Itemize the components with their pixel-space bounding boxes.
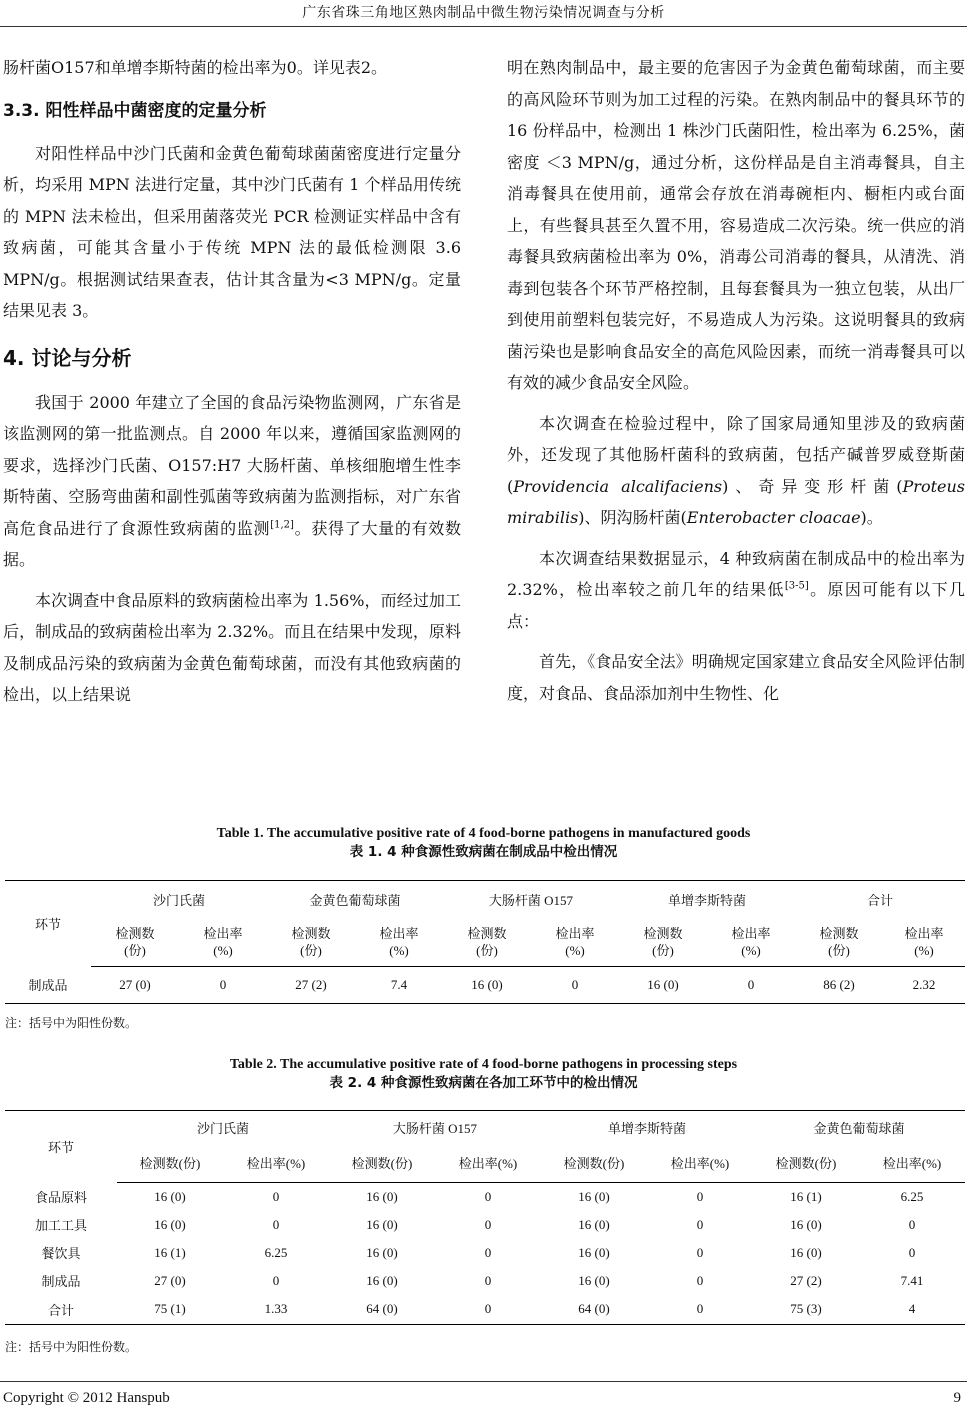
paragraph: 首先，《食品安全法》明确规定国家建立食品安全风险评估制度，对食品、食品添加剂中生物性、化 xyxy=(507,652,965,703)
table2-cell: 75 (1) xyxy=(117,1295,223,1325)
table1-caption xyxy=(0,825,967,861)
table2-cell: 64 (0) xyxy=(541,1295,647,1325)
table2-subheader-count: 检测数(份) xyxy=(753,1144,859,1183)
table2-subheader-rate: 检出率(%) xyxy=(859,1144,965,1183)
footer-rule xyxy=(0,1381,967,1382)
section-heading-3-3: 3.3. 阳性样品中菌密度的定量分析 xyxy=(3,100,267,121)
table1-cell: 0 xyxy=(179,967,267,1004)
table1-group-header: 单增李斯特菌 xyxy=(619,881,795,919)
citation[interactable]: [1,2] xyxy=(270,519,294,531)
table2-row-label: 餐饮具 xyxy=(41,1246,81,1261)
table2-cell: 0 xyxy=(696,1216,704,1232)
table2-subheader-rate: 检出率(%) xyxy=(647,1144,753,1183)
table2-row-label: 加工工具 xyxy=(34,1218,87,1233)
table1-cell: 0 xyxy=(707,967,795,1004)
table2-cell: 16 (0) xyxy=(578,1188,610,1204)
table1-cell: 27 (0) xyxy=(91,967,179,1004)
table2-cell: 16 (0) xyxy=(578,1244,610,1260)
table1-subheader-count: 检测数 (份) xyxy=(91,919,179,967)
table1-cell: 0 xyxy=(531,967,619,1004)
table2-cell: 0 xyxy=(484,1272,492,1288)
table1-subheader-count: 检测数 (份) xyxy=(795,919,883,967)
table2-subheader-rate: 检出率(%) xyxy=(223,1144,329,1183)
section-heading-4: 4. 讨论与分析 xyxy=(3,345,132,370)
table1-cell: 2.32 xyxy=(883,967,965,1004)
table1-subheader-rate: 检出率 (%) xyxy=(355,919,443,967)
table2-subheader-count: 检测数(份) xyxy=(541,1144,647,1183)
running-head: 广东省珠三角地区熟肉制品中微生物污染情况调查与分析 xyxy=(302,5,665,21)
citation[interactable]: [3-5] xyxy=(784,580,809,592)
species-name: Enterobacter cloacae xyxy=(686,508,861,527)
paragraph-text: )、奇异变形杆菌( xyxy=(722,476,903,496)
paragraph-text: 。原因可能有以下几点： xyxy=(507,580,965,631)
table2-cell: 0 xyxy=(272,1272,280,1288)
table1-group-header: 沙门氏菌 xyxy=(91,881,267,919)
paragraph-text: )、阴沟肠杆菌( xyxy=(578,508,687,527)
table1 xyxy=(5,880,965,1004)
table2-cell: 6.25 xyxy=(264,1244,288,1260)
table2-cell: 16 (0) xyxy=(366,1188,398,1204)
table1-cell: 86 (2) xyxy=(795,967,883,1004)
table1-cell: 27 (2) xyxy=(267,967,355,1004)
table1-subheader-count: 检测数 (份) xyxy=(619,919,707,967)
paragraph xyxy=(507,408,965,534)
table1-subheader-count: 检测数 (份) xyxy=(443,919,531,967)
table2-cell: 27 (2) xyxy=(790,1272,822,1288)
table1-group-header: 金黄色葡萄球菌 xyxy=(267,881,443,919)
table1-note: 注：括号中为阳性份数。 xyxy=(5,1016,138,1030)
paragraph: 本次调查中食品原料的致病菌检出率为 1.56%，而经过加工后，制成品的致病菌检出率为 2.32%。而且在结果中发现，原料及制成品污染的致病菌为金黄色葡萄球菌，而没有其他致病菌的检出，以上结果说 xyxy=(3,590,461,704)
left-column xyxy=(3,52,461,720)
table1-cell: 制成品 xyxy=(5,967,91,1004)
table2-row-label: 食品原料 xyxy=(34,1190,87,1205)
table2-cell: 7.41 xyxy=(900,1272,924,1288)
table2-cell: 16 (0) xyxy=(366,1272,398,1288)
table2 xyxy=(5,1110,965,1325)
table1-subheader-rate: 检出率 (%) xyxy=(707,919,795,967)
header-rule xyxy=(0,26,967,27)
table-row xyxy=(5,1183,965,1211)
table2-note: 注：括号中为阳性份数。 xyxy=(5,1340,138,1354)
paragraph-text: 本次调查结果数据显示，4 种致病菌在制成品中的检出率为 2.32%，检出率较之前几年的结果低 xyxy=(507,548,965,599)
table1-group-header: 合计 xyxy=(795,881,965,919)
table2-cell: 0 xyxy=(484,1216,492,1232)
table1-caption-en: Table 1. The accumulative positive rate of 4 food-borne pathogens in manufactured goods xyxy=(216,826,751,841)
copyright: Copyright © 2012 Hanspub xyxy=(3,1390,170,1406)
paragraph: 对阳性样品中沙门氏菌和金黄色葡萄球菌菌密度进行定量分析，均采用 MPN 法进行定量，其中沙门氏菌有 1 个样品用传统的 MPN 法未检出，但采用菌落荧光 PCR 检测证实样品中含有致病菌，可能其含量小于传统 MPN 法的最低检测限 3.6 MPN/g。根据测试结果查表，估计其含量为<3 MPN/g。定量结果见表 3。 xyxy=(3,143,461,320)
page-number: 9 xyxy=(953,1390,961,1406)
paragraph: 明在熟肉制品中，最主要的危害因子为金黄色葡萄球菌，而主要的高风险环节则为加工过程的污染。在熟肉制品中的餐具环节的 16 份样品中，检测出 1 株沙门氏菌阳性，检出率为 6.25%，菌密度 ＜3 MPN/g，通过分析，这份样品是自主消毒餐具，自主消毒餐具在使用前，通常会存放在消毒碗柜内、橱柜内或台面上，有些餐具甚至久置不用，容易造成二次污染。统一供应的消毒餐具致病菌检出率为 0%，消毒公司消毒的餐具，从清洗、消毒到包装各个环节严格控制，且每套餐具为一独立包装，从出厂到使用前塑料包装完好，不易造成人为污染。这说明餐具的致病菌污染也是影响食品安全的高危风险因素，而统一消毒餐具可以有效的减少食品安全风险。 xyxy=(507,58,965,392)
table2-subheader-count: 检测数(份) xyxy=(329,1144,435,1183)
table2-cell: 16 (0) xyxy=(790,1244,822,1260)
table2-cell: 16 (0) xyxy=(366,1216,398,1232)
paragraph-text: )。 xyxy=(860,508,883,527)
species-name: Proteus mirabilis xyxy=(507,476,965,527)
paragraph-text: 我国于 2000 年建立了全国的食品污染物监测网，广东省是该监测网的第一批监测点。自 2000 年以来，遵循国家监测网的要求，选择沙门氏菌、O157:H7 大肠杆菌、单核细胞增生性李斯特菌、空肠弯曲菌和副性弧菌等致病菌为监测指标，对广东省高危食品进行了食源性致病菌的监测 xyxy=(3,392,461,538)
table2-cell: 0 xyxy=(908,1244,916,1260)
table1-stub-header: 环节 xyxy=(5,881,91,967)
table2-cell: 16 (1) xyxy=(790,1188,822,1204)
table2-group-header: 单增李斯特菌 xyxy=(541,1111,753,1144)
table2-subheader-rate: 检出率(%) xyxy=(435,1144,541,1183)
table2-cell: 16 (0) xyxy=(154,1188,186,1204)
table2-caption-en: Table 2. The accumulative positive rate of 4 food-borne pathogens in processing steps xyxy=(229,1057,738,1072)
table2-cell: 1.33 xyxy=(223,1295,329,1325)
table2-cell: 16 (0) xyxy=(578,1272,610,1288)
table-row xyxy=(5,1267,965,1295)
table2-cell: 75 (3) xyxy=(753,1295,859,1325)
table2-cell: 0 xyxy=(435,1295,541,1325)
paragraph-text: 。获得了大量的有效数据。 xyxy=(3,518,461,569)
table2-cell: 16 (0) xyxy=(790,1216,822,1232)
table1-cell: 7.4 xyxy=(355,967,443,1004)
table1-group-header: 大肠杆菌 O157 xyxy=(443,881,619,919)
table2-subheader-count: 检测数(份) xyxy=(117,1144,223,1183)
table2-cell: 0 xyxy=(908,1216,916,1232)
table2-cell: 27 (0) xyxy=(154,1272,186,1288)
paragraph-text: 本次调查在检验过程中，除了国家局通知里涉及的致病菌外，还发现了其他肠杆菌科的致病菌，包括产碱普罗威登斯菌( xyxy=(507,413,965,496)
paragraph xyxy=(507,543,965,638)
table1-cell: 16 (0) xyxy=(619,967,707,1004)
table2-group-header: 沙门氏菌 xyxy=(117,1111,329,1144)
table2-cell: 6.25 xyxy=(900,1188,924,1204)
table-row xyxy=(5,1239,965,1267)
table2-cell: 0 xyxy=(272,1216,280,1232)
paragraph: 肠杆菌O157和单增李斯特菌的检出率为0。详见表2。 xyxy=(3,58,388,77)
table2-cell: 16 (1) xyxy=(154,1244,186,1260)
table2-cell: 0 xyxy=(696,1272,704,1288)
table1-subheader-rate: 检出率 (%) xyxy=(179,919,267,967)
table1-caption-zh: 表 1. 4 种食源性致病菌在制成品中检出情况 xyxy=(349,844,618,860)
table2-caption-zh: 表 2. 4 种食源性致病菌在各加工环节中的检出情况 xyxy=(329,1075,638,1091)
table2-cell: 0 xyxy=(696,1188,704,1204)
table2-cell: 0 xyxy=(696,1244,704,1260)
table2-cell: 0 xyxy=(647,1295,753,1325)
table-row xyxy=(5,1211,965,1239)
table-row xyxy=(5,1295,965,1325)
table2-cell: 0 xyxy=(484,1244,492,1260)
table1-subheader-rate: 检出率 (%) xyxy=(531,919,619,967)
table2-group-header: 金黄色葡萄球菌 xyxy=(753,1111,965,1144)
table2-stub-header: 环节 xyxy=(5,1111,117,1183)
right-column xyxy=(507,52,965,718)
table2-row-label: 合计 xyxy=(5,1295,117,1325)
table2-group-header: 大肠杆菌 O157 xyxy=(329,1111,541,1144)
table1-subheader-count: 检测数 (份) xyxy=(267,919,355,967)
table2-cell: 0 xyxy=(484,1188,492,1204)
table2-cell: 64 (0) xyxy=(329,1295,435,1325)
paragraph xyxy=(3,387,461,576)
table2-cell: 16 (0) xyxy=(154,1216,186,1232)
table2-row-label: 制成品 xyxy=(41,1274,81,1289)
table1-cell: 16 (0) xyxy=(443,967,531,1004)
table1-subheader-rate: 检出率 (%) xyxy=(883,919,965,967)
table2-cell: 4 xyxy=(859,1295,965,1325)
table2-cell: 0 xyxy=(272,1188,280,1204)
table2-cell: 16 (0) xyxy=(578,1216,610,1232)
species-name: Providencia alcalifaciens xyxy=(513,476,723,496)
table2-cell: 16 (0) xyxy=(366,1244,398,1260)
table2-caption xyxy=(0,1056,967,1092)
